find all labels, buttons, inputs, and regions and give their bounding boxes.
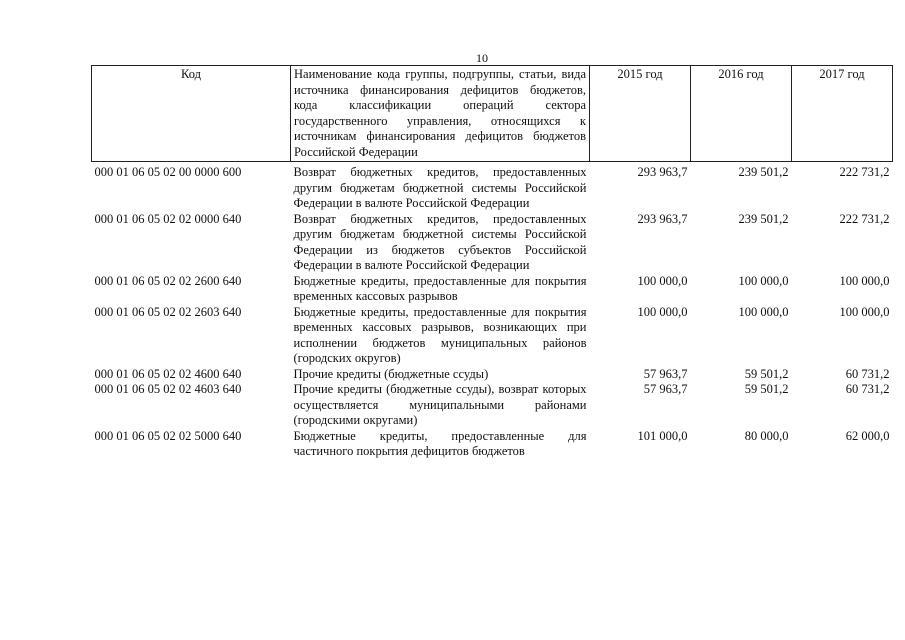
header-2017: 2017 год <box>792 66 893 162</box>
row-value-2015: 57 963,7 <box>643 366 688 381</box>
row-value-2016: 100 000,0 <box>738 304 789 319</box>
row-value-2017: 62 000,0 <box>845 428 890 443</box>
row-value-2015: 293 963,7 <box>637 165 688 179</box>
row-value-2015: 293 963,7 <box>637 211 688 226</box>
table-row <box>92 274 893 305</box>
table-header-row <box>92 66 893 162</box>
row-value-2015: 100 000,0 <box>637 304 688 319</box>
row-name: Бюджетные кредиты, предоставленные для покрытия временных кассовых разрывов <box>293 273 587 303</box>
header-name: Наименование кода группы, подгруппы, статьи, вида источника финансирования дефицитов бюджетов, кода классификации операций сектора государственного управления, относящихся к источникам финансирования дефицитов бюджетов Российской Федерации <box>291 66 590 162</box>
row-code: 000 01 06 05 02 02 0000 640 <box>94 211 242 226</box>
row-code: 000 01 06 05 02 02 4600 640 <box>94 366 242 381</box>
row-name: Возврат бюджетных кредитов, предоставленных другим бюджетам бюджетной системы Российской Федерации из бюджетов субъектов Российской Федерации в валюте Российской Федерации <box>293 211 587 272</box>
table-row <box>92 382 893 429</box>
row-value-2015: 101 000,0 <box>637 428 688 443</box>
row-value-2017: 60 731,2 <box>845 382 890 396</box>
row-code: 000 01 06 05 02 02 2600 640 <box>94 273 242 288</box>
header-2016: 2016 год <box>691 66 792 162</box>
row-value-2017: 60 731,2 <box>845 366 890 381</box>
row-name: Бюджетные кредиты, предоставленные для покрытия временных кассовых разрывов, возникающих при исполнении бюджетов муниципальных районов (городских округов) <box>293 304 587 365</box>
row-value-2016: 239 501,2 <box>738 211 789 226</box>
row-code: 000 01 06 05 02 00 0000 600 <box>94 165 242 179</box>
row-code: 000 01 06 05 02 02 5000 640 <box>94 428 242 443</box>
row-value-2017: 100 000,0 <box>839 273 890 288</box>
row-value-2016: 100 000,0 <box>738 273 789 288</box>
row-value-2017: 222 731,2 <box>839 165 890 179</box>
row-value-2016: 80 000,0 <box>744 428 789 443</box>
table-row <box>92 212 893 274</box>
table-row <box>92 162 893 212</box>
row-name: Бюджетные кредиты, предоставленные для частичного покрытия дефицитов бюджетов <box>293 428 587 458</box>
row-code: 000 01 06 05 02 02 2603 640 <box>94 304 242 319</box>
page-number: 10 <box>476 51 488 65</box>
table-row <box>92 305 893 367</box>
row-name: Прочие кредиты (бюджетные ссуды), возврат которых осуществляется муниципальными районами (городскими округами) <box>293 382 587 427</box>
row-value-2016: 59 501,2 <box>744 382 789 396</box>
header-2015: 2015 год <box>590 66 691 162</box>
row-value-2017: 222 731,2 <box>839 211 890 226</box>
row-value-2016: 239 501,2 <box>738 165 789 179</box>
row-value-2015: 100 000,0 <box>637 273 688 288</box>
header-code: Код <box>92 66 291 162</box>
row-name: Прочие кредиты (бюджетные ссуды) <box>293 366 489 381</box>
row-code: 000 01 06 05 02 02 4603 640 <box>94 382 242 396</box>
table-row <box>92 429 893 460</box>
row-value-2016: 59 501,2 <box>744 366 789 381</box>
row-value-2017: 100 000,0 <box>839 304 890 319</box>
row-value-2015: 57 963,7 <box>643 382 688 396</box>
row-name: Возврат бюджетных кредитов, предоставленных другим бюджетам бюджетной системы Российской Федерации в валюте Российской Федерации <box>293 165 587 210</box>
table-row <box>92 367 893 383</box>
budget-sources-table <box>91 65 893 460</box>
